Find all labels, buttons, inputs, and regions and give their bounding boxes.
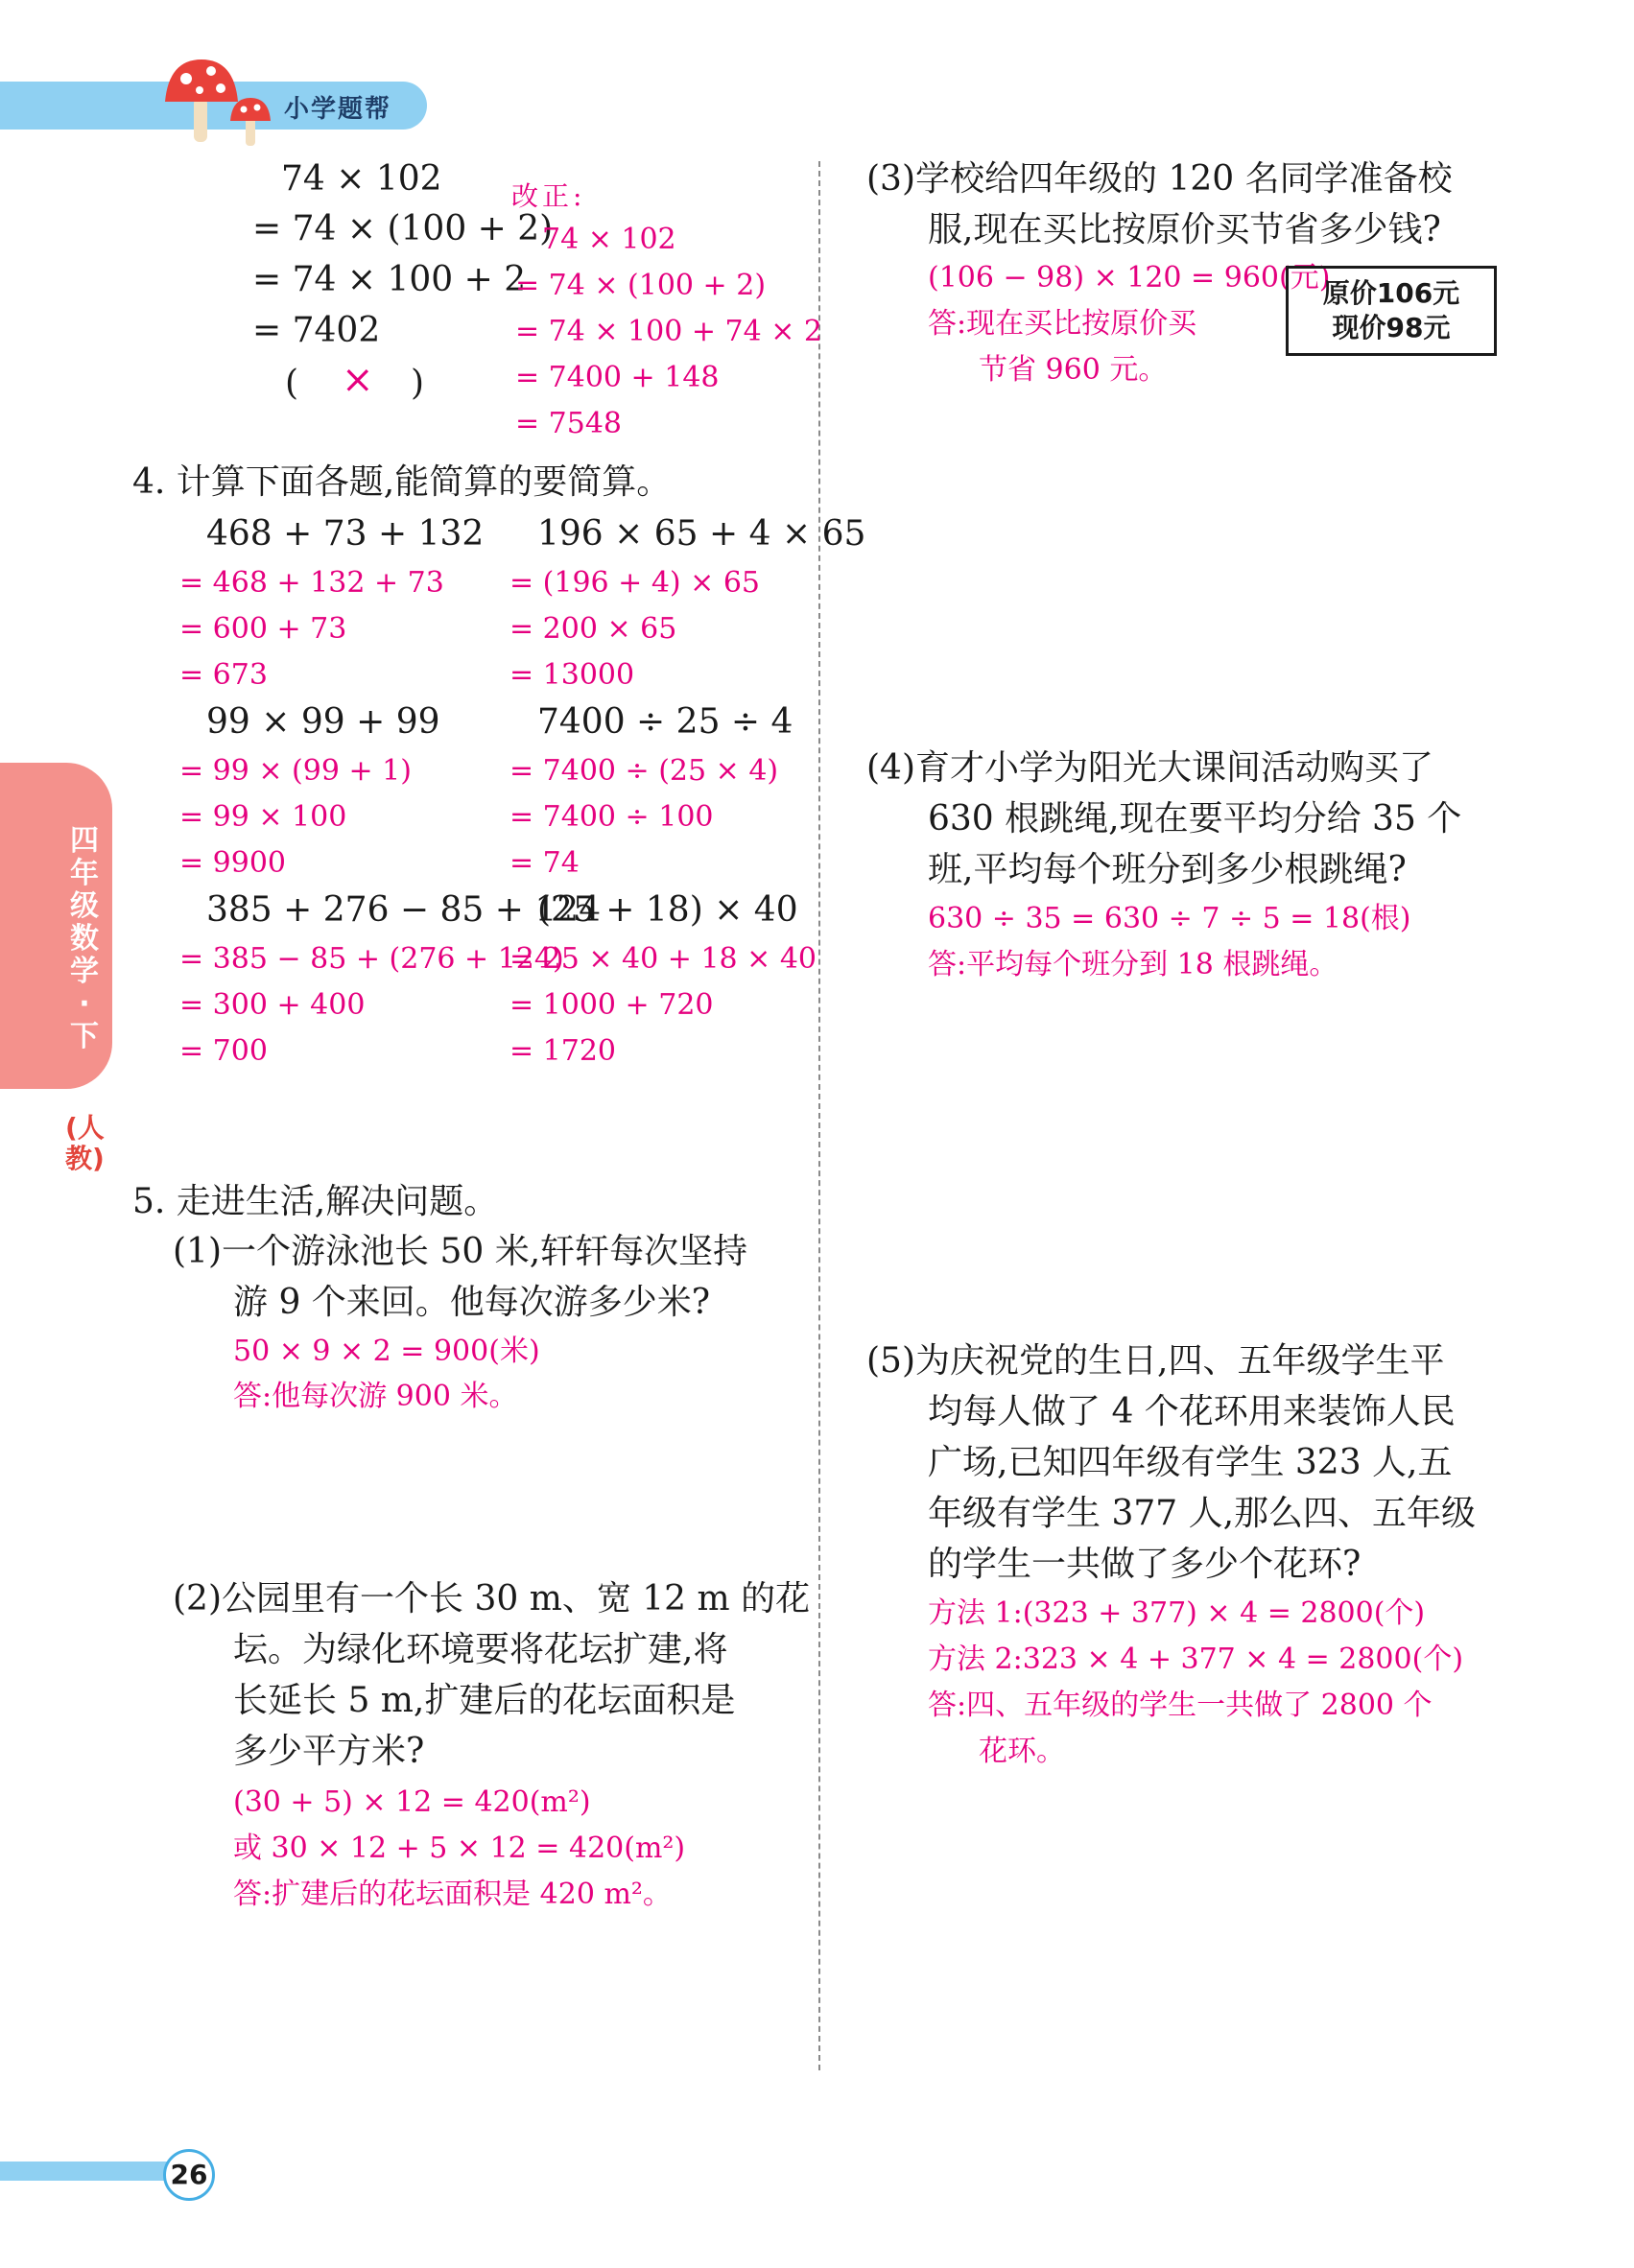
original-price: 原价106元: [1322, 277, 1460, 309]
answer-line: (106 − 98) × 120 = 960(元): [928, 261, 1331, 295]
work-line: 74 × 102: [281, 159, 442, 199]
q4-expression: 385 + 276 − 85 + 124: [206, 890, 602, 930]
q4-step: = 74: [509, 846, 580, 880]
q4-step: = 700: [179, 1034, 268, 1068]
side-tab-edition: (人教): [65, 1112, 105, 1174]
q4-step: = 385 − 85 + (276 + 124): [179, 942, 564, 976]
column-divider: [818, 161, 820, 2070]
answer-line: 答:扩建后的花坛面积是 420 m²。: [233, 1878, 672, 1911]
problem-text: (5)为庆祝党的生日,四、五年级学生平: [866, 1341, 1445, 1381]
q4-step: = 13000: [509, 658, 635, 692]
problem-text: 多少平方米?: [233, 1732, 425, 1771]
header-title: 小学题帮: [284, 95, 392, 124]
mushroom-icon: [161, 58, 286, 149]
q4-step: = 1000 + 720: [509, 988, 714, 1022]
problem-text: 服,现在买比按原价买节省多少钱?: [928, 210, 1441, 249]
problem-text: 均每人做了 4 个花环用来装饰人民: [928, 1392, 1456, 1431]
answer-line: 方法 1:(323 + 377) × 4 = 2800(个): [928, 1596, 1426, 1630]
q4-step: = 300 + 400: [179, 988, 366, 1022]
q4-step: = 7400 ÷ (25 × 4): [509, 754, 779, 788]
page-number: 26: [163, 2149, 215, 2201]
problem-text: (3)学校给四年级的 120 名同学准备校: [866, 159, 1453, 199]
problem-text: (1)一个游泳池长 50 米,轩轩每次坚持: [173, 1232, 748, 1271]
wrong-mark: ×: [342, 358, 374, 402]
q4-step: = 600 + 73: [179, 612, 347, 646]
work-line: = 7402: [252, 311, 381, 350]
correction-line: = 7548: [515, 407, 623, 440]
q4-expression: 99 × 99 + 99: [206, 702, 440, 742]
answer-line: 答:平均每个班分到 18 根跳绳。: [928, 948, 1338, 981]
q4-expression: (25 + 18) × 40: [537, 890, 798, 930]
correction-line: 74 × 102: [542, 223, 676, 256]
q4-step: = 99 × 100: [179, 800, 347, 834]
answer-line: 节省 960 元。: [979, 353, 1168, 387]
q4-step: = 200 × 65: [509, 612, 677, 646]
answer-line: 答:四、五年级的学生一共做了 2800 个: [928, 1689, 1433, 1722]
q5-title: 5. 走进生活,解决问题。: [132, 1182, 499, 1221]
problem-text: 的学生一共做了多少个花环?: [928, 1545, 1362, 1584]
current-price: 现价98元: [1332, 312, 1451, 343]
answer-line: 花环。: [979, 1735, 1065, 1768]
q4-step: = 7400 ÷ 100: [509, 800, 714, 834]
q4-step: = 468 + 132 + 73: [179, 566, 444, 600]
q4-expression: 196 × 65 + 4 × 65: [537, 514, 866, 554]
correction-line: = 7400 + 148: [515, 361, 720, 394]
problem-text: 游 9 个来回。他每次游多少米?: [233, 1283, 711, 1322]
q4-step: = (196 + 4) × 65: [509, 566, 761, 600]
q4-expression: 7400 ÷ 25 ÷ 4: [537, 702, 793, 742]
work-line: = 74 × (100 + 2): [252, 209, 554, 248]
q4-step: = 673: [179, 658, 268, 692]
correction-label: 改正:: [511, 180, 586, 212]
side-tab-grade: 四年级数学·下: [70, 824, 99, 1053]
answer-line: 答:现在买比按原价买: [928, 307, 1197, 341]
answer-line: 50 × 9 × 2 = 900(米): [233, 1335, 540, 1368]
problem-text: 班,平均每个班分到多少根跳绳?: [928, 850, 1407, 889]
q4-step: = 25 × 40 + 18 × 40: [509, 942, 817, 976]
answer-line: 或 30 × 12 + 5 × 12 = 420(m²): [233, 1831, 686, 1865]
judgement-open: (: [285, 364, 299, 403]
work-line: = 74 × 100 + 2: [252, 260, 527, 299]
correction-line: = 74 × (100 + 2): [515, 269, 767, 302]
problem-text: (4)育才小学为阳光大课间活动购买了: [866, 748, 1433, 788]
judgement-close: ): [411, 364, 425, 403]
price-box: [1286, 266, 1497, 356]
footer-bar: [0, 2162, 182, 2181]
q4-step: = 99 × (99 + 1): [179, 754, 412, 788]
problem-text: 坛。为绿化环境要将花坛扩建,将: [233, 1630, 728, 1669]
answer-line: 630 ÷ 35 = 630 ÷ 7 ÷ 5 = 18(根): [928, 902, 1411, 935]
q4-title: 4. 计算下面各题,能简算的要简算。: [132, 462, 672, 502]
problem-text: 长延长 5 m,扩建后的花坛面积是: [233, 1681, 736, 1720]
problem-text: 630 根跳绳,现在要平均分给 35 个: [928, 799, 1462, 839]
answer-line: 方法 2:323 × 4 + 377 × 4 = 2800(个): [928, 1642, 1464, 1676]
problem-text: 广场,已知四年级有学生 323 人,五: [928, 1443, 1453, 1482]
q4-step: = 1720: [509, 1034, 617, 1068]
q4-step: = 9900: [179, 846, 287, 880]
answer-line: 答:他每次游 900 米。: [233, 1380, 518, 1413]
answer-line: (30 + 5) × 12 = 420(m²): [233, 1785, 591, 1819]
problem-text: (2)公园里有一个长 30 m、宽 12 m 的花: [173, 1579, 811, 1618]
correction-line: = 74 × 100 + 74 × 2: [515, 315, 822, 348]
q4-expression: 468 + 73 + 132: [206, 514, 485, 554]
problem-text: 年级有学生 377 人,那么四、五年级: [928, 1494, 1477, 1533]
